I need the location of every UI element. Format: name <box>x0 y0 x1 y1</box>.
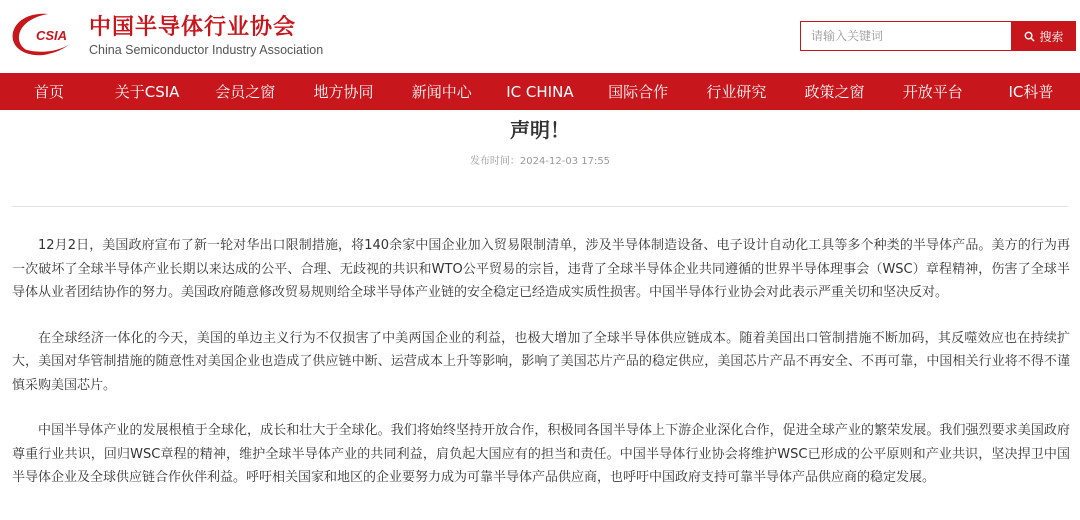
nav-item-about[interactable]: 关于CSIA <box>114 83 180 101</box>
article-paragraph: 中国半导体产业的发展根植于全球化，成长和壮大于全球化。我们将始终坚持开放合作，积极同各国半导体上下游企业深化合作，促进全球产业的繁荣发展。我们强烈要求美国政府尊重行业共识，回归WSC章程的精神，维护全球半导体产业的共同利益，肩负起大国应有的担当和责任。中国半导体行业协会将维护WSC已形成的公平原则和产业共识，坚决捍卫中国半导体企业及全球供应链合作伙伴利益。呼吁相关国家和地区的企业要努力成为可靠半导体产品供应商，也呼吁中国政府支持可靠半导体产品供应商的稳定发展。 <box>12 423 1070 485</box>
csia-swoosh-logo[interactable] <box>8 10 78 60</box>
nav-item-research[interactable]: 行业研究 <box>706 83 767 101</box>
article-publish-time: 发布时间：2024-12-03 17:55 <box>469 156 611 167</box>
nav-item-home[interactable]: 首页 <box>33 83 64 101</box>
search-button-label: 搜索 <box>1039 29 1064 44</box>
nav-item-ic-science[interactable]: IC科普 <box>1008 83 1054 101</box>
brand-name-cn[interactable]: 中国半导体行业协会 <box>89 15 297 40</box>
search-icon <box>1024 31 1035 42</box>
nav-item-local[interactable]: 地方协同 <box>313 83 374 101</box>
nav-item-members[interactable]: 会员之窗 <box>215 83 276 101</box>
search-input[interactable] <box>800 21 1012 51</box>
divider <box>12 206 1068 207</box>
nav-item-international[interactable]: 国际合作 <box>608 83 669 101</box>
article-title: 声明！ <box>510 118 570 142</box>
main-nav <box>0 73 1080 110</box>
brand-name-en: China Semiconductor Industry Association <box>89 43 324 57</box>
logo-text: CSIA <box>36 28 68 43</box>
nav-item-policy[interactable]: 政策之窗 <box>804 83 865 101</box>
article-body <box>12 234 1070 512</box>
search-button[interactable] <box>1012 21 1076 51</box>
article-paragraph: 在全球经济一体化的今天，美国的单边主义行为不仅损害了中美两国企业的利益，也极大增加了全球半导体供应链成本。随着美国出口管制措施不断加码，其反噬效应也在持续扩大，美国对华管制措施的随意性对美国企业也造成了供应链中断、运营成本上升等影响，影响了美国芯片产品的稳定供应，美国芯片产品不再安全、不再可靠，中国相关行业将不得不谨慎采购美国芯片。 <box>12 330 1070 393</box>
nav-item-open-platform[interactable]: 开放平台 <box>902 83 963 101</box>
nav-item-news[interactable]: 新闻中心 <box>411 83 472 101</box>
nav-item-ic-china[interactable]: IC CHINA <box>506 82 574 101</box>
article-paragraph: 12月2日，美国政府宣布了新一轮对华出口限制措施，将140余家中国企业加入贸易限制清单，涉及半导体制造设备、电子设计自动化工具等多个种类的半导体产品。美方的行为再一次破坏了全球半导体产业长期以来达成的公平、合理、无歧视的共识和WTO公平贸易的宗旨，违背了全球半导体企业共同遵循的世界半导体理事会（WSC）章程精神，伤害了全球半导体从业者团结协作的努力。美国政府随意修改贸易规则给全球半导体产业链的安全稳定已经造成实质性损害。中国半导体行业协会对此表示严重关切和坚决反对。 <box>12 238 1070 300</box>
site-header <box>0 0 1080 73</box>
